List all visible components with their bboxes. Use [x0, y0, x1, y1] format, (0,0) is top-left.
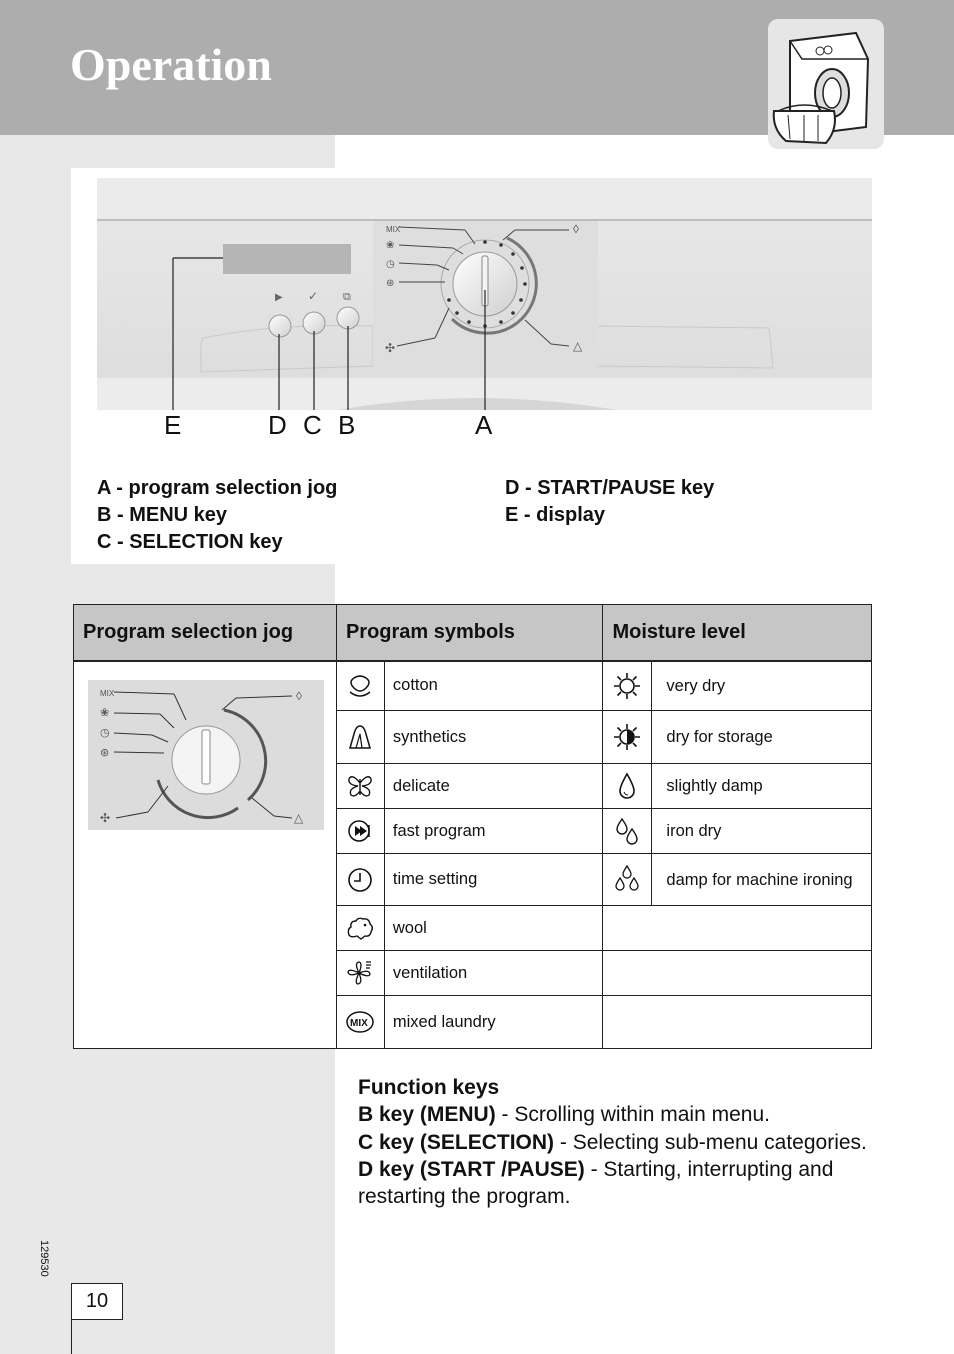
moisture-label-iron-dry: iron dry: [652, 809, 872, 854]
callout-b: B: [338, 410, 356, 440]
svg-text:MIX: MIX: [386, 225, 401, 234]
program-label-ventilation: ventilation: [384, 951, 603, 996]
iron-dry-icon: [603, 809, 652, 854]
time-setting-icon: [336, 854, 384, 906]
legend-item-d: D - START/PAUSE key: [505, 477, 715, 499]
function-keys-heading: Function keys: [358, 1076, 500, 1099]
page-number-rule: [71, 1320, 72, 1354]
moisture-label-very-dry: very dry: [652, 661, 872, 711]
svg-text:◷: ◷: [386, 259, 395, 270]
svg-text:MIX: MIX: [350, 1018, 369, 1029]
svg-text:✣: ✣: [100, 810, 111, 825]
program-label-synthetics: synthetics: [384, 711, 603, 764]
svg-text:▶: ▶: [275, 292, 283, 303]
svg-text:✣: ✣: [385, 341, 396, 355]
c-key-name: C key (SELECTION): [358, 1130, 555, 1154]
svg-text:✓: ✓: [308, 289, 319, 303]
washer-mascot-illustration: [768, 19, 884, 149]
cotton-icon: [336, 661, 384, 711]
damp-for-machine-ironing-icon: [603, 854, 652, 906]
program-label-delicate: delicate: [384, 764, 603, 809]
svg-text:⊛: ⊛: [100, 746, 110, 759]
header-program-symbols: Program symbols: [336, 605, 603, 661]
svg-text:⊛: ⊛: [386, 278, 395, 289]
callout-c: C: [303, 410, 322, 440]
empty-moisture-cell: [603, 951, 872, 996]
svg-text:❀: ❀: [100, 706, 110, 719]
ventilation-icon: [336, 951, 384, 996]
synthetics-icon: [336, 711, 384, 764]
svg-text:◊: ◊: [296, 688, 302, 703]
d-key-name: D key (START /PAUSE): [358, 1157, 585, 1181]
delicate-icon: [336, 764, 384, 809]
document-code: 129530: [38, 1240, 50, 1277]
c-key-description: - Selecting sub-menu categories.: [554, 1130, 867, 1154]
moisture-label-slightly-damp: slightly damp: [652, 764, 872, 809]
header-program-selection-jog: Program selection jog: [74, 605, 337, 661]
svg-text:MIX: MIX: [100, 688, 115, 698]
callout-a: A: [475, 410, 493, 440]
program-label-time-setting: time setting: [384, 854, 603, 906]
svg-text:❀: ❀: [386, 240, 395, 251]
page-number: 10: [71, 1283, 123, 1320]
program-label-cotton: cotton: [384, 661, 603, 711]
function-keys-section: [358, 1074, 888, 1210]
d-key-description: - Starting, interrupting and restarting the program.: [358, 1157, 834, 1209]
empty-moisture-cell: [603, 906, 872, 951]
b-key-description: - Scrolling within main menu.: [495, 1103, 770, 1127]
mixed-laundry-icon: [336, 996, 384, 1049]
program-jog-thumbnail: [88, 680, 324, 830]
program-label-wool: wool: [384, 906, 603, 951]
callout-d: D: [268, 410, 287, 440]
legend-item-e: E - display: [505, 504, 606, 526]
program-table: [73, 604, 872, 1049]
svg-text:◷: ◷: [100, 726, 110, 739]
moisture-label-damp-for-machine-ironing: damp for machine ironing: [652, 854, 872, 906]
empty-moisture-cell: [603, 996, 872, 1049]
moisture-label-dry-for-storage: dry for storage: [652, 711, 872, 764]
page-title: Operation: [70, 39, 272, 90]
legend-left: [97, 475, 337, 556]
program-label-mixed-laundry: mixed laundry: [384, 996, 603, 1049]
svg-text:◊: ◊: [573, 222, 579, 236]
legend-item-b: B - MENU key: [97, 504, 228, 526]
jog-thumbnail-cell: [74, 661, 337, 1049]
legend-item-a: A - program selection jog: [97, 477, 338, 499]
legend-right: [505, 475, 714, 529]
wool-icon: [336, 906, 384, 951]
svg-text:△: △: [294, 810, 304, 825]
very-dry-icon: [603, 661, 652, 711]
slightly-damp-icon: [603, 764, 652, 809]
header-moisture-level: Moisture level: [603, 605, 872, 661]
b-key-name: B key (MENU): [358, 1103, 496, 1127]
fast-program-icon: [336, 809, 384, 854]
svg-text:△: △: [573, 339, 583, 353]
legend-item-c: C - SELECTION key: [97, 531, 283, 553]
dry-for-storage-icon: [603, 711, 652, 764]
callout-e: E: [164, 410, 182, 440]
svg-text:⧉: ⧉: [343, 291, 351, 303]
control-panel-photo: [97, 178, 872, 410]
program-label-fast-program: fast program: [384, 809, 603, 854]
